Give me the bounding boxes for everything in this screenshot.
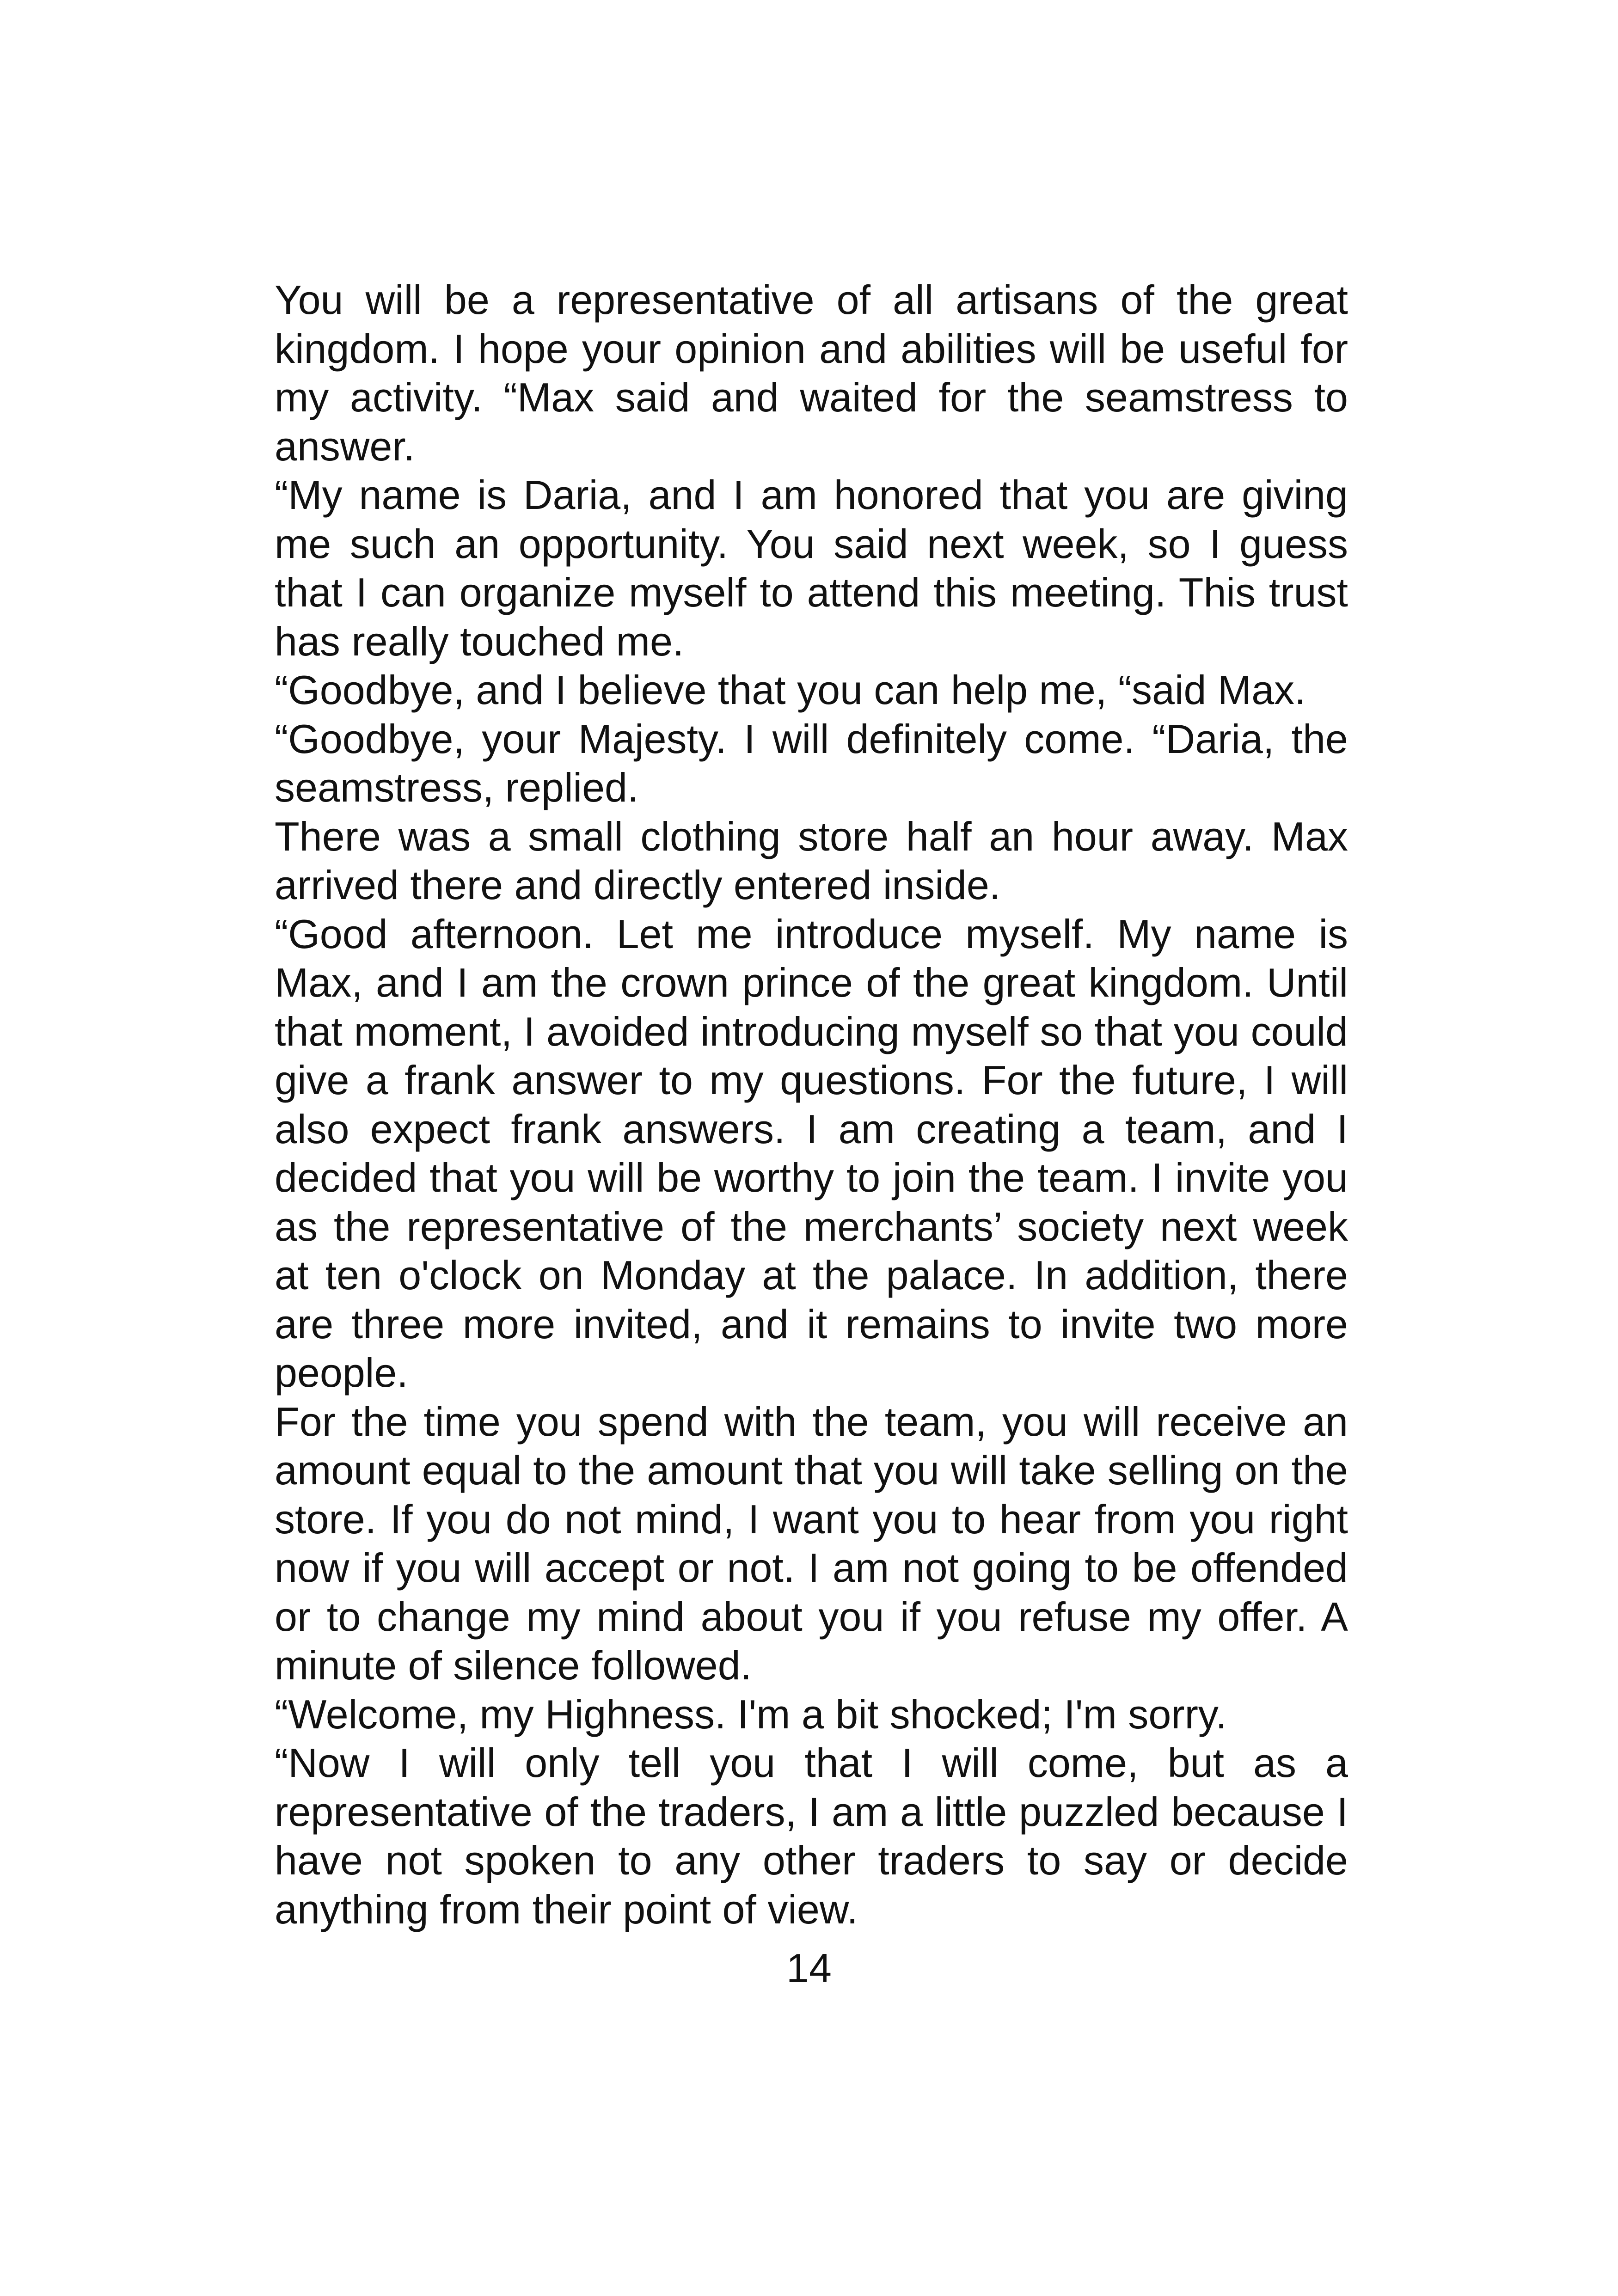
paragraph: “Good afternoon. Let me introduce myself. My name is Max, and I am the crown prince of the great kingdom. Until that moment, I avoided introducing myself so that you could give a frank answer to my questions. For the future, I will also expect frank answers. I am creating a team, and I decided that you will be worthy to join the team. I invite you as the representative of the merchants’ society next week at ten o'clock on Monday at the palace. In addition, there are three more invited, and it remains to invite two more people. [275, 911, 1348, 1396]
paragraph: “Goodbye, and I believe that you can help me, “said Max. [275, 667, 1306, 713]
paragraph: “Now I will only tell you that I will come, but as a representative of the traders, I am a little puzzled because I have not spoken to any other traders to say or decide anything from their point of view. [275, 1740, 1348, 1932]
paragraph: “My name is Daria, and I am honored that you are giving me such an opportunity. You said next week, so I guess that I can organize myself to attend this meeting. This trust has really touched me. [275, 472, 1348, 664]
paragraph: “Welcome, my Highness. I'm a bit shocked; I'm sorry. [275, 1691, 1227, 1737]
paragraph: For the time you spend with the team, you will receive an amount equal to the amount that you will take selling on the store. If you do not mind, I want you to hear from you right now if you will accept or not. I am not going to be offended or to change my mind about you if you refuse my offer. A minute of silence followed. [275, 1398, 1348, 1688]
body-text [275, 276, 1348, 1934]
paragraph: You will be a representative of all artisans of the great kingdom. I hope your opinion and abilities will be useful for my activity. “Max said and waited for the seamstress to answer. [275, 277, 1348, 469]
page-number: 14 [786, 1945, 832, 1991]
paragraph: There was a small clothing store half an hour away. Max arrived there and directly entered inside. [275, 813, 1348, 908]
paragraph: “Goodbye, your Majesty. I will definitely come. “Daria, the seamstress, replied. [275, 716, 1348, 810]
